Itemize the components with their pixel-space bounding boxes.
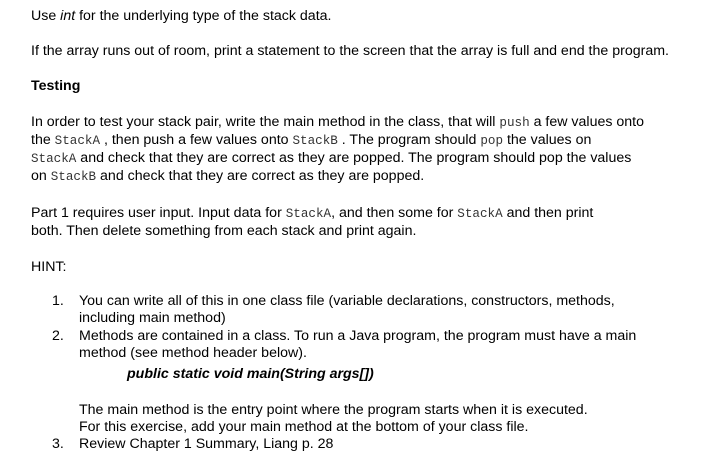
text: and then print [502,205,594,221]
code-stackb: StackB [50,170,97,184]
list-number-3: 3. [52,436,64,452]
main-method-note-2: For this exercise, add your main method at the bottom of your class file. [79,419,529,435]
text: for the underlying type of the stack data. [75,8,332,24]
text: on [31,168,51,184]
list-item-2-line-1: Methods are contained in a class. To run a Java program, the program must have a main [79,328,637,344]
list-item-3: Review Chapter 1 Summary, Liang p. 28 [79,436,334,452]
code-stacka: StackA [54,134,101,148]
testing-paragraph-line-4 [31,168,424,186]
part1-line-2: both. Then delete something from each stack and print again. [31,223,417,239]
list-number-2: 2. [52,328,64,344]
list-item-1-line-2: including main method) [79,310,226,326]
array-full-instruction: If the array runs out of room, print a statement to the screen that the array is full and end the program. [31,43,669,59]
list-item-1-line-1: You can write all of this in one class file (variable declarations, constructors, methods, [79,293,615,309]
testing-paragraph-line-3 [31,150,631,168]
testing-heading: Testing [31,78,81,94]
text: , then push a few values onto [100,132,293,148]
code-stacka: StackA [285,207,332,221]
testing-paragraph-line-1 [31,114,644,132]
code-stacka: StackA [457,207,503,221]
hint-label: HINT: [31,259,67,275]
list-number-1: 1. [52,293,64,309]
main-method-signature: public static void main(String args[]) [127,366,374,382]
text: the [31,132,55,148]
text: . The program should [337,132,481,148]
text: , and then some for [331,205,458,221]
list-item-2-line-2: method (see method header below). [79,345,307,361]
text: and check that they are correct as they are popped. [96,168,425,184]
main-method-note-1: The main method is the entry point where the program starts when it is executed. [79,402,588,418]
text: In order to test your stack pair, write the main method in the class, that will [31,114,500,130]
text: a few values onto [529,114,644,130]
text: Use [31,8,61,24]
text: and check that they are correct as they are popped. The program should pop the values [76,150,632,166]
code-stackb: StackB [292,134,338,148]
testing-paragraph-line-2 [31,132,591,150]
int-type-instruction [31,8,331,25]
code-pop: pop [480,134,504,148]
int-keyword: int [60,8,76,24]
text: the values on [503,132,592,148]
text: Part 1 requires user input. Input data for [31,205,286,221]
code-push: push [499,116,530,130]
code-stacka: StackA [31,152,77,166]
part1-line-1 [31,205,593,223]
